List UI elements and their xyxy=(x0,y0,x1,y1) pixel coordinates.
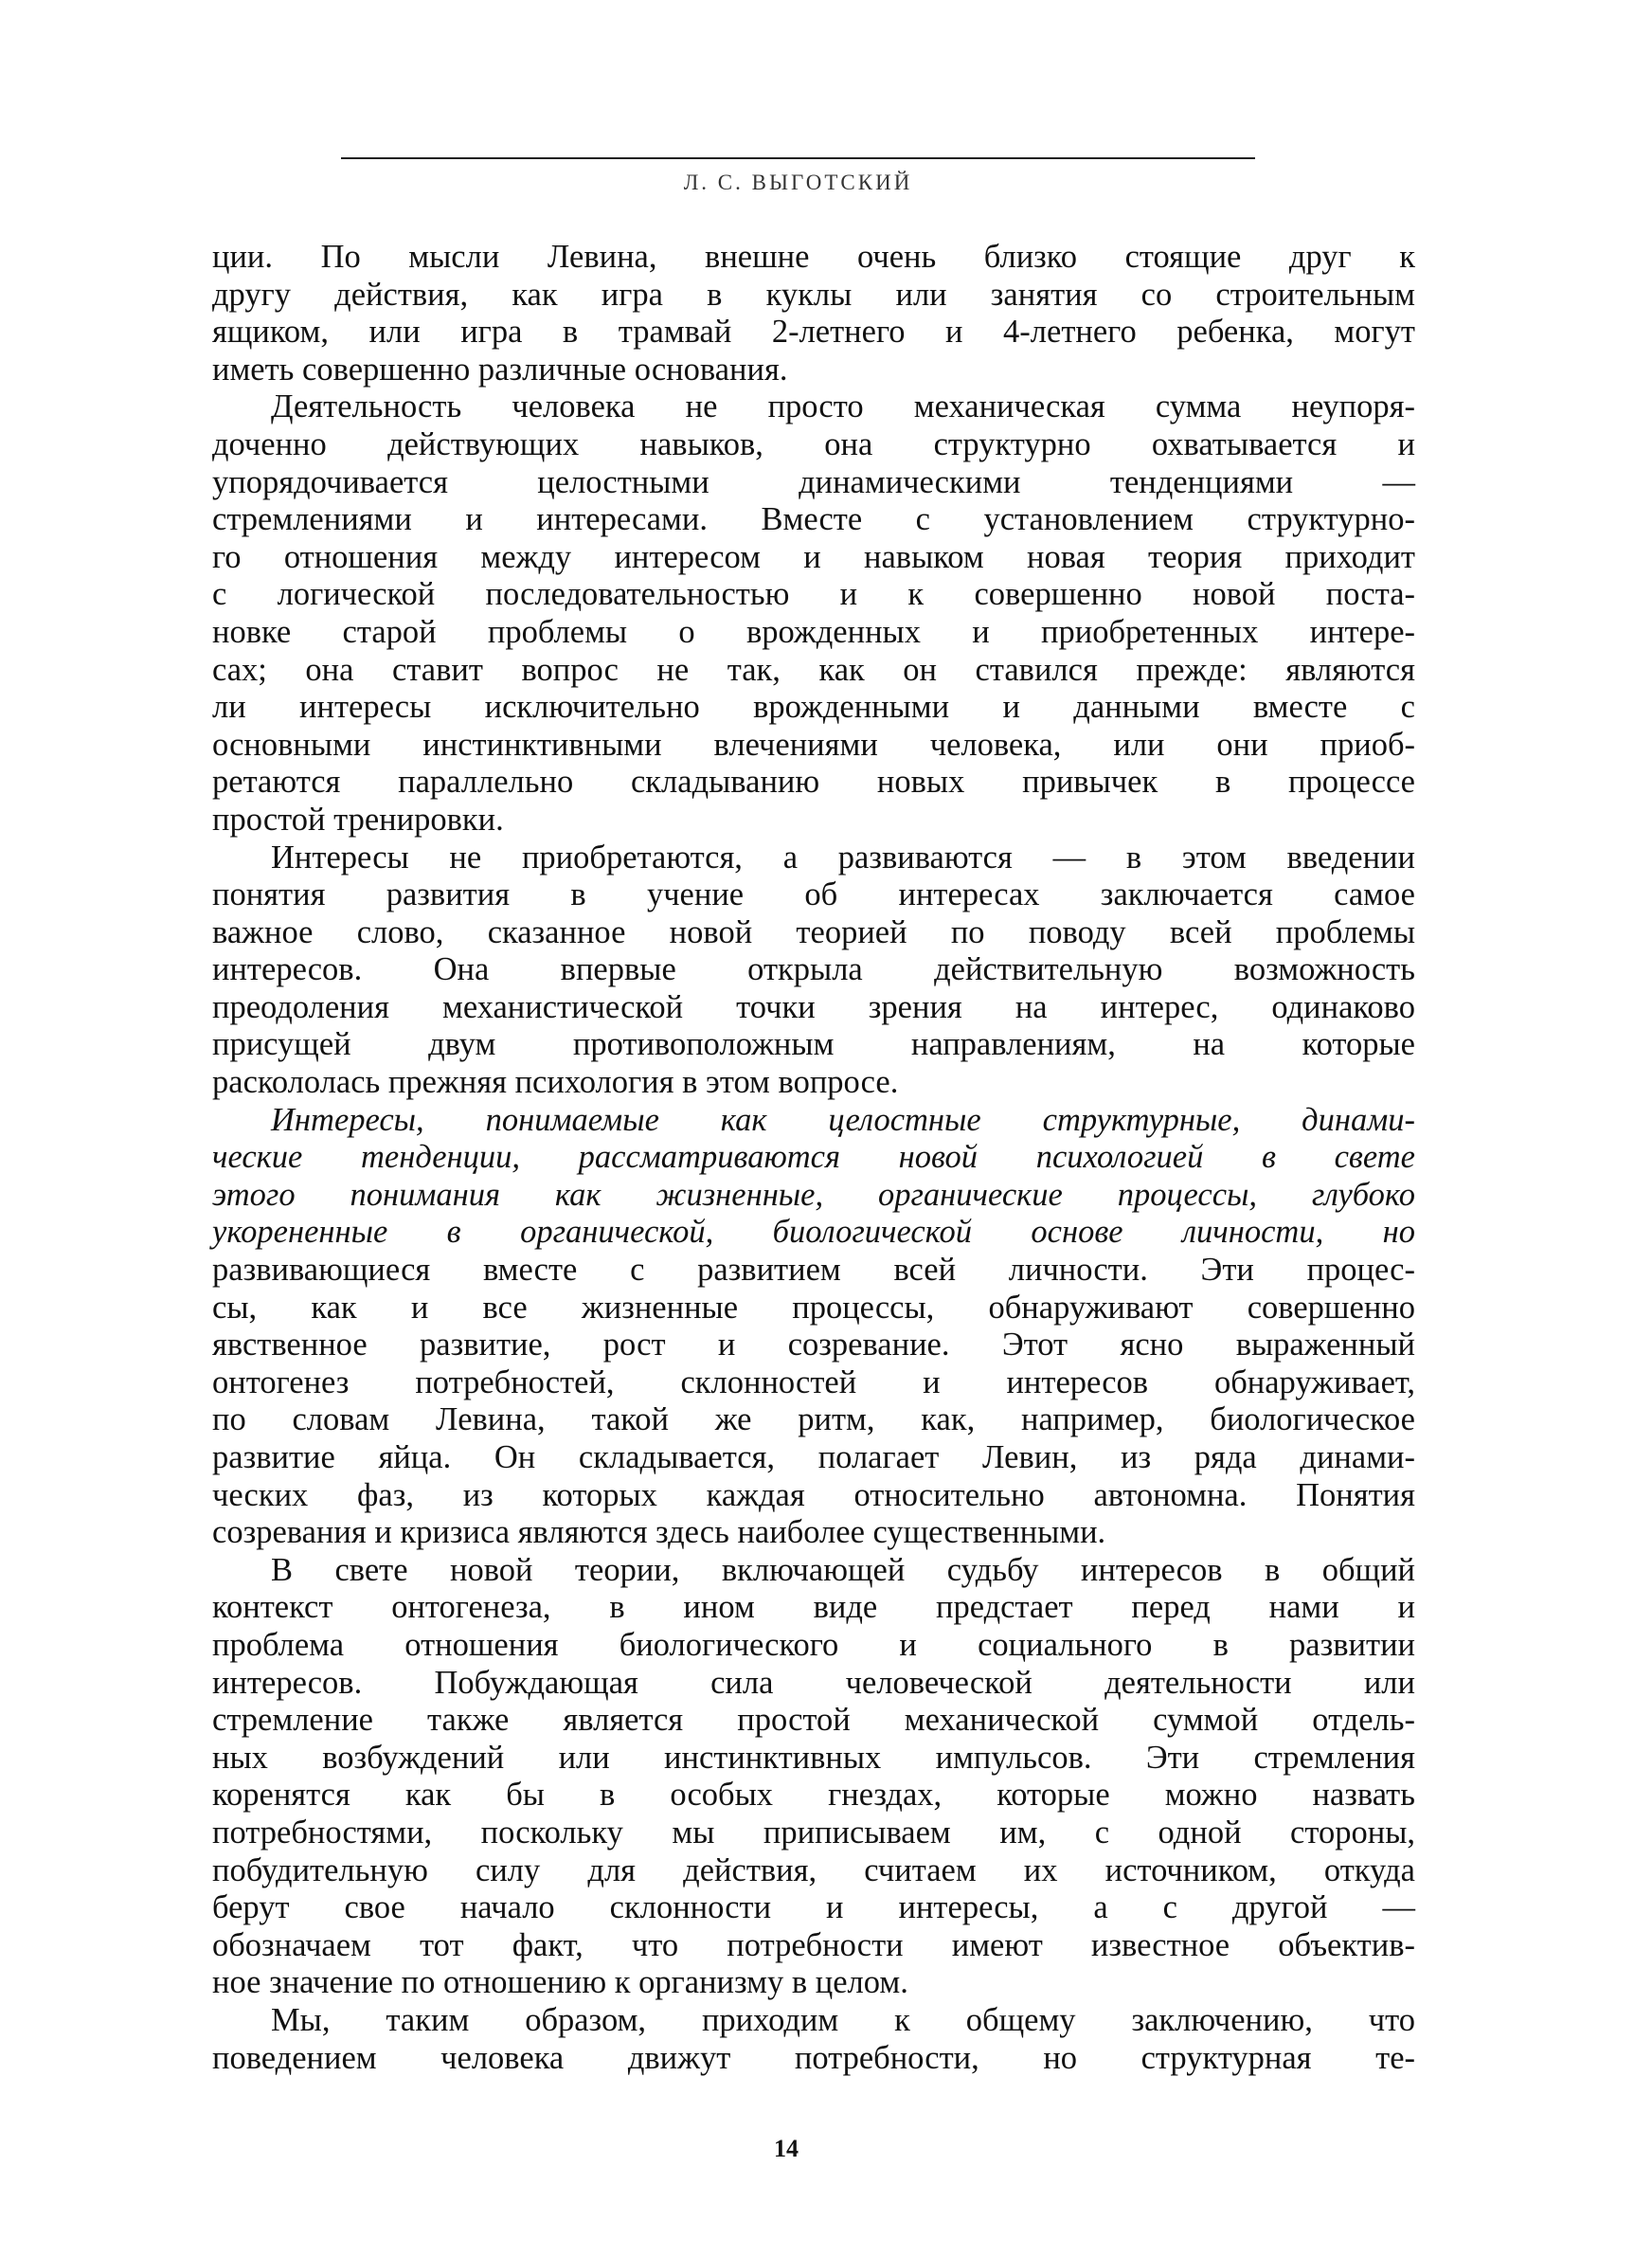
text-line: стремление также является простой механической суммой отдель- xyxy=(212,1702,1415,1739)
text-line: этого понимания как жизненные, органические процессы, глубоко xyxy=(212,1176,1415,1213)
text-line: Деятельность человека не просто механическая сумма неупоря- xyxy=(271,388,1415,425)
text-line: новке старой проблемы о врожденных и приобретенных интере- xyxy=(212,613,1415,650)
text-line: созревания и кризиса являются здесь наиболее существенными. xyxy=(212,1514,1106,1551)
paragraph-6 xyxy=(212,2002,1415,2077)
text-line: по словам Левина, такой же ритм, как, например, биологическое xyxy=(212,1401,1415,1438)
text-line: побудительную силу для действия, считаем их источником, откуда xyxy=(212,1851,1415,1888)
text-line: В свете новой теории, включающей судьбу интересов в общий xyxy=(271,1551,1415,1588)
text-line: сы, как и все жизненные процессы, обнаруживают совершенно xyxy=(212,1289,1415,1326)
text-line: явственное развитие, рост и созревание. Этот ясно выраженный xyxy=(212,1327,1415,1363)
text-line: онтогенез потребностей, склонностей и интересов обнаруживает, xyxy=(212,1363,1415,1400)
text-line: развитие яйца. Он складывается, полагает Левин, из ряда динами- xyxy=(212,1439,1415,1475)
text-line: ции. По мысли Левина, внешне очень близко стоящие друг к xyxy=(212,239,1415,275)
text-line: развивающиеся вместе с развитием всей личности. Эти процес- xyxy=(212,1252,1415,1289)
text-line: понятия развития в учение об интересах заключается самое xyxy=(212,876,1415,913)
text-line: интересов. Она впервые открыла действительную возможность xyxy=(212,951,1415,988)
text-line: ческих фаз, из которых каждая относительно автономна. Понятия xyxy=(212,1476,1415,1513)
page-number: 14 xyxy=(774,2135,799,2162)
text-line: Интересы не приобретаются, а развиваются — в этом введении xyxy=(271,839,1415,876)
body-text xyxy=(212,239,1415,2077)
text-line: основными инстинктивными влечениями человека, или они приоб- xyxy=(212,726,1415,763)
text-line: ное значение по отношению к организму в целом. xyxy=(212,1964,908,2001)
text-line: доченно действующих навыков, она структурно охватывается и xyxy=(212,425,1415,462)
paragraph-5 xyxy=(212,1552,1415,2002)
text-line: раскололась прежняя психология в этом вопросе. xyxy=(212,1064,899,1101)
text-line: другу действия, как игра в куклы или занятия со строительным xyxy=(212,276,1415,313)
text-line: берут свое начало склонности и интересы, а с другой — xyxy=(212,1889,1415,1926)
paragraph-4 xyxy=(212,1102,1415,1552)
paragraph-3 xyxy=(212,840,1415,1102)
running-title: Л. С. ВЫГОТСКИЙ xyxy=(683,171,913,194)
text-line: потребностями, поскольку мы приписываем им, с одной стороны, xyxy=(212,1814,1415,1851)
text-line: Интересы, понимаемые как целостные структурные, динами- xyxy=(271,1101,1415,1138)
text-line: важное слово, сказанное новой теорией по поводу всей проблемы xyxy=(212,913,1415,950)
text-line: стремлениями и интересами. Вместе с установлением структурно- xyxy=(212,501,1415,538)
text-line: поведением человека движут потребности, но структурная те- xyxy=(212,2039,1415,2076)
text-line: проблема отношения биологического и социального в развитии xyxy=(212,1626,1415,1663)
text-line: ли интересы исключительно врожденными и данными вместе с xyxy=(212,689,1415,726)
header-rule xyxy=(341,157,1255,159)
text-line: ретаются параллельно складыванию новых привычек в процессе xyxy=(212,764,1415,801)
text-line: преодоления механистической точки зрения на интерес, одинаково xyxy=(212,988,1415,1025)
text-line: интересов. Побуждающая сила человеческой деятельности или xyxy=(212,1664,1415,1701)
paragraph-1 xyxy=(212,239,1415,388)
text-line: ных возбуждений или инстинктивных импульсов. Эти стремления xyxy=(212,1739,1415,1776)
text-line: присущей двум противоположным направлениям, на которые xyxy=(212,1026,1415,1063)
text-line: упорядочивается целостными динамическими тенденциями — xyxy=(212,463,1415,500)
text-line: ящиком, или игра в трамвай 2-летнего и 4-летнего ребенка, могут xyxy=(212,314,1415,351)
text-line: сах; она ставит вопрос не так, как он ставился прежде: являются xyxy=(212,651,1415,688)
text-line: ческие тенденции, рассматриваются новой психологией в свете xyxy=(212,1139,1415,1176)
text-line: обозначаем тот факт, что потребности имеют известное объектив- xyxy=(212,1926,1415,1963)
paragraph-2 xyxy=(212,388,1415,839)
text-line: го отношения между интересом и навыком новая теория приходит xyxy=(212,538,1415,575)
text-line: контекст онтогенеза, в ином виде предстает перед нами и xyxy=(212,1589,1415,1626)
text-line: иметь совершенно различные основания. xyxy=(212,351,788,388)
text-line: укорененные в органической, биологической основе личности, но xyxy=(212,1214,1415,1251)
text-line: с логической последовательностью и к совершенно новой поста- xyxy=(212,576,1415,613)
text-line: коренятся как бы в особых гнездах, которые можно назвать xyxy=(212,1777,1415,1814)
text-line: Мы, таким образом, приходим к общему заключению, что xyxy=(271,2001,1415,2038)
text-line: простой тренировки. xyxy=(212,801,504,838)
